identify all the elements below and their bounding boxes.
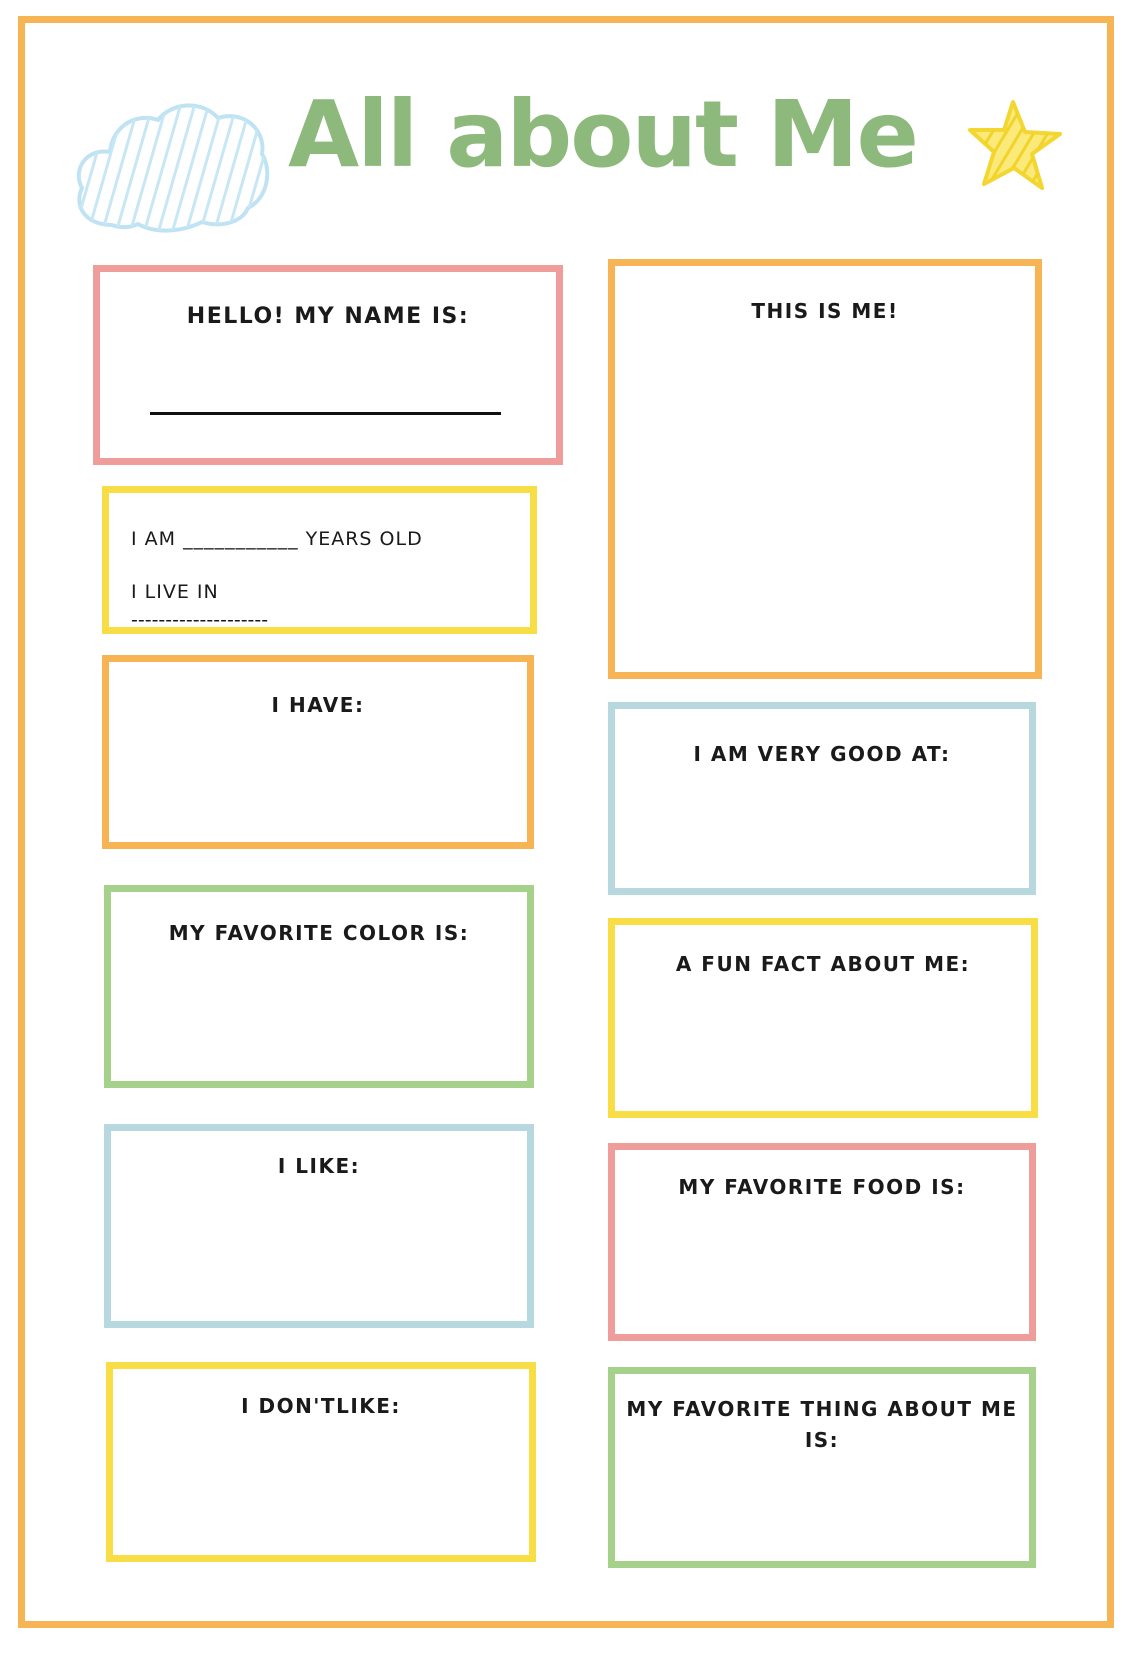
name-write-line[interactable] (150, 412, 501, 415)
this-is-me-card[interactable] (608, 259, 1042, 679)
like-label: I LIKE: (277, 1154, 361, 1178)
favorite-food-card[interactable] (608, 1143, 1036, 1341)
live-line[interactable]: I LIVE IN (131, 581, 219, 603)
favorite-thing-card[interactable] (608, 1367, 1036, 1568)
favorite-food-label: MY FAVORITE FOOD IS: (678, 1175, 966, 1199)
dislike-label: I DON'TLIKE: (241, 1394, 401, 1418)
age-line[interactable]: I AM ___________ YEARS OLD (131, 528, 423, 550)
favorite-thing-label-line1: MY FAVORITE THING ABOUT ME (626, 1397, 1018, 1421)
name-card (93, 265, 563, 465)
dislike-card[interactable] (106, 1362, 536, 1562)
this-is-me-label: THIS IS ME! (751, 299, 899, 323)
age-location-card (102, 486, 537, 634)
good-at-label: I AM VERY GOOD AT: (693, 742, 951, 766)
live-blank-line[interactable]: -------------------- (131, 609, 269, 631)
star-icon (968, 96, 1068, 196)
fun-fact-label: A FUN FACT ABOUT ME: (675, 952, 971, 976)
like-card[interactable] (104, 1124, 534, 1328)
fun-fact-card[interactable] (608, 918, 1038, 1118)
name-label: HELLO! MY NAME IS: (186, 304, 470, 329)
cloud-icon (72, 100, 270, 235)
page-title: All about Me (288, 81, 917, 188)
favorite-color-label: MY FAVORITE COLOR IS: (168, 921, 470, 945)
favorite-thing-label-line2: IS: (804, 1428, 840, 1452)
good-at-card[interactable] (608, 702, 1036, 895)
have-card[interactable] (102, 655, 534, 849)
have-label: I HAVE: (271, 693, 365, 717)
favorite-color-card[interactable] (104, 885, 534, 1088)
